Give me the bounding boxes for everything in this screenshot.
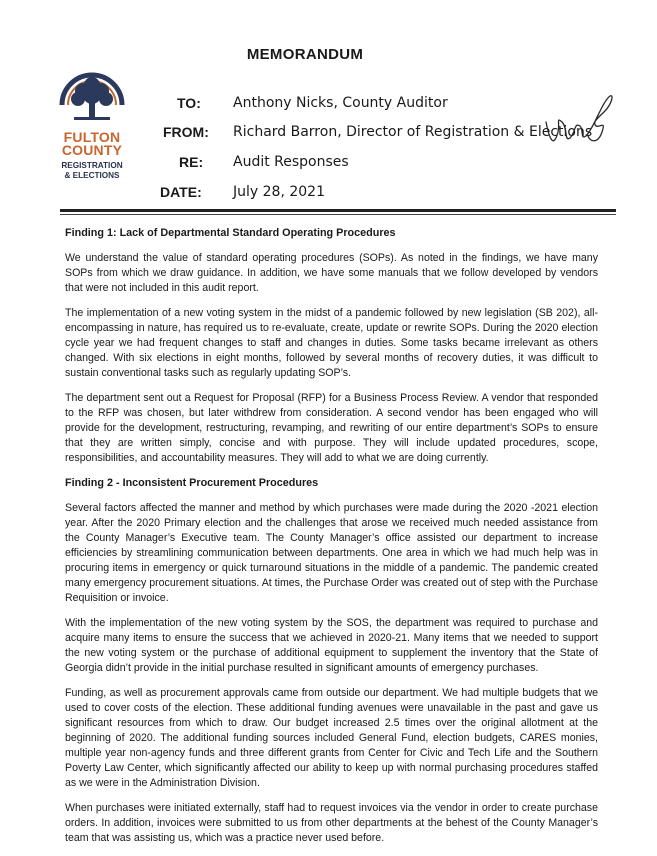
to-value: Anthony Nicks, County Auditor	[233, 95, 448, 111]
logo-elections-text: & ELECTIONS	[64, 171, 120, 180]
to-label: TO:	[177, 95, 201, 111]
finding1-paragraph-3: The department sent out a Request for Proposal (RFP) for a Business Process Review. A vendor that responded to the RFP was chosen, but later withdrew from consideration. A second vendor has been engaged who will provide for the development, restructuring, revamping, and rewriting of our entire department’s SOPs to ensure that they are written simply, concise and with purpose. They will include updated procedures, scope, responsibilities, and accountability measures. They will add to what we are doing currently.	[65, 392, 598, 464]
logo-county-text: COUNTY	[61, 142, 123, 158]
date-value: July 28, 2021	[233, 184, 325, 200]
tree-seal-icon	[54, 65, 130, 131]
finding1-heading: Finding 1: Lack of Departmental Standard Operating Procedures	[65, 227, 396, 239]
from-value: Richard Barron, Director of Registration & Elections	[233, 124, 593, 140]
logo-fulton-text: FULTON	[63, 129, 121, 145]
fulton-county-logo	[52, 65, 132, 181]
memo-title: MEMORANDUM	[246, 46, 364, 63]
date-label: DATE:	[160, 184, 202, 200]
finding1-paragraph-2: The implementation of a new voting system in the midst of a pandemic followed by new legislation (SB 202), all-encompassing in nature, has required us to re-evaluate, create, update or rewrite SOPs. During the 2020 election cycle year we had frequent changes to staff and changes in duties. Some tasks became irrelevant as others changed. With six elections in eight months, followed by several months of recovery duties, it was difficult to sustain conventional tasks such as regularly updating SOP’s.	[65, 307, 598, 379]
signature-mark	[540, 92, 620, 152]
header-divider-thin	[60, 214, 616, 215]
header-divider-thick	[60, 209, 616, 212]
memo-body	[65, 226, 598, 856]
from-label: FROM:	[163, 124, 209, 140]
logo-registration-text: REGISTRATION	[61, 161, 123, 170]
re-value: Audit Responses	[233, 154, 349, 170]
re-label: RE:	[179, 154, 204, 170]
finding2-heading: Finding 2 - Inconsistent Procurement Procedures	[65, 477, 319, 489]
finding2-paragraph-2: With the implementation of the new voting system by the SOS, the department was required to purchase and acquire many items to ensure the success that we achieved in 2020-21. Many items that we needed to support the new voting system or the purchase of additional equipment to supplement the inventory that the State of Georgia didn’t provide in the initial purchase resulted in significant amounts of emergency purchases.	[65, 617, 598, 674]
finding2-paragraph-4: When purchases were initiated externally, staff had to request invoices via the vendor in order to create purchase orders. In addition, invoices were submitted to us from other departments at the behest of the County Manager’s team that was assisting us, which was a practice never used before.	[65, 802, 598, 844]
finding1-paragraph-1: We understand the value of standard operating procedures (SOPs). As noted in the findings, we have many SOPs from which we draw guidance. In addition, we have some manuals that we follow developed by vendors that were not included in this audit report.	[65, 252, 598, 294]
finding2-paragraph-3: Funding, as well as procurement approvals came from outside our department. We had multiple budgets that we used to cover costs of the election. These additional funding avenues were unavailable in the past and gave us significant resources from which to draw. Our budget increased 2.5 times over the original allotment at the beginning of 2020. The additional funding sources included General Fund, election budgets, CARES monies, multiple year non-agency funds and three different grants from Center for Civic and Tech Life and the Southern Poverty Law Center, which significantly affected our ability to keep up with normal purchasing procedures staffed as we were in the Administration Division.	[65, 687, 598, 789]
finding2-paragraph-1: Several factors affected the manner and method by which purchases were made during the 2020 -2021 election year. After the 2020 Primary election and the challenges that arose we received much needed assistance from the County Manager’s Executive team. The County Manager’s office assisted our department to increase efficiencies by streamlining communication between departments. One area in which we had much help was in procuring items in emergency or quick turnaround situations in the middle of a pandemic. The pandemic created many emergency procurement situations. At times, the Purchase Order was created out of step with the Purchase Requisition or invoice.	[65, 502, 598, 604]
